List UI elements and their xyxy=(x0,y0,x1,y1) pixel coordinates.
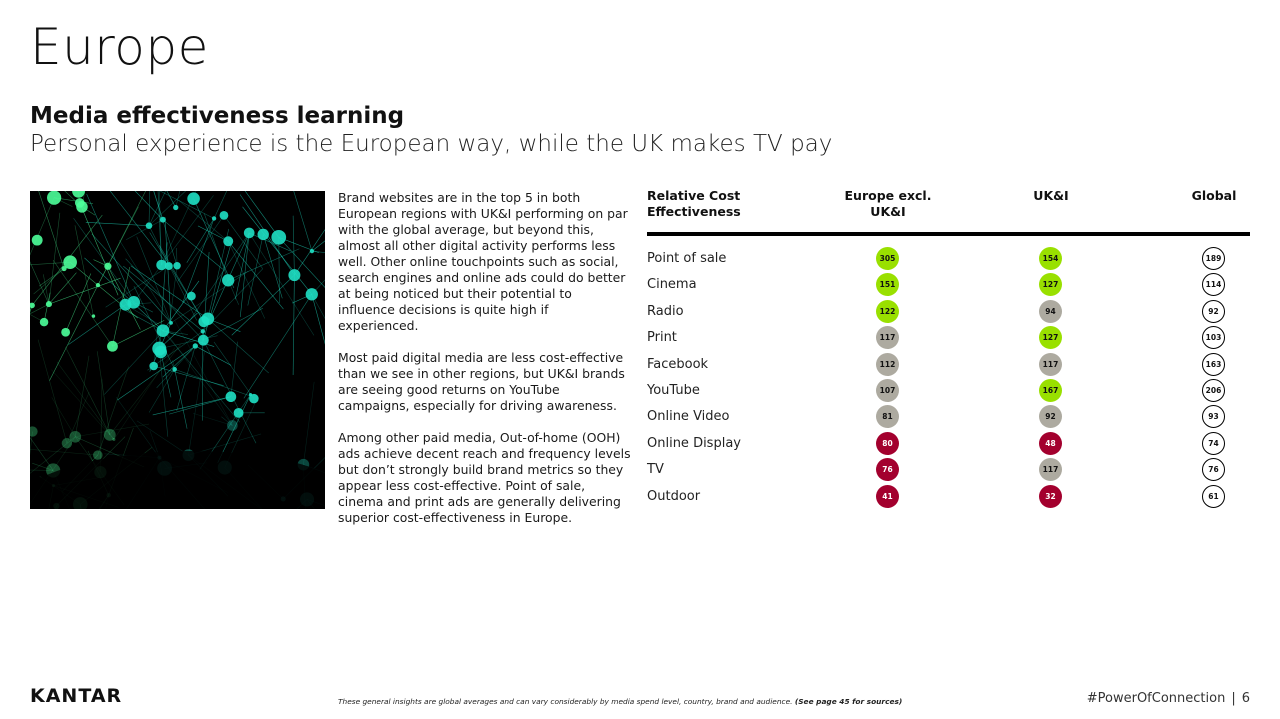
uk-value-dot: 154 xyxy=(1039,247,1062,270)
header-uk: UK&I xyxy=(1033,188,1069,203)
kantar-logo: KANTAR xyxy=(30,685,123,707)
global-value-dot: 114 xyxy=(1202,273,1225,296)
table-row xyxy=(647,431,1250,457)
footer-note-text: These general insights are global averages and can vary considerably by media spend level, country, brand and audience. xyxy=(338,697,793,706)
global-value-dot: 61 xyxy=(1202,485,1225,508)
row-label: TV xyxy=(647,462,664,478)
global-value-dot: 92 xyxy=(1202,300,1225,323)
europe-value-dot: 305 xyxy=(876,247,899,270)
uk-value-dot: 48 xyxy=(1039,432,1062,455)
europe-value-dot: 112 xyxy=(876,353,899,376)
table-row xyxy=(647,457,1250,483)
europe-value-dot: 80 xyxy=(876,432,899,455)
uk-value-dot: 127 xyxy=(1039,273,1062,296)
table-row xyxy=(647,404,1250,430)
europe-value-dot: 81 xyxy=(876,405,899,428)
table-header xyxy=(647,188,1250,236)
europe-value-dot: 107 xyxy=(876,379,899,402)
global-value-dot: 74 xyxy=(1202,432,1225,455)
footer-separator: | xyxy=(1231,691,1236,706)
footer-note xyxy=(338,697,902,706)
body-paragraph: Among other paid media, Out-of-home (OOH) ads achieve decent reach and frequency levels but don’t strongly build brand metrics so they appear less cost-effective. Point of sale, cinema and print ads are generally delivering superior cost-effectiveness in Europe. xyxy=(338,430,631,525)
row-label: Online Video xyxy=(647,409,730,425)
footer-note-source: (See page 45 for sources) xyxy=(794,697,903,706)
row-label: Radio xyxy=(647,303,684,319)
uk-value-dot: 32 xyxy=(1039,485,1062,508)
table-row xyxy=(647,299,1250,325)
global-value-dot: 93 xyxy=(1202,405,1225,428)
header-global: Global xyxy=(1191,188,1237,203)
global-value-dot: 76 xyxy=(1202,458,1225,481)
row-label: Outdoor xyxy=(647,488,701,504)
table-row xyxy=(647,378,1250,404)
header-europe: Europe excl. UK&I xyxy=(844,188,932,219)
row-label: Print xyxy=(647,330,677,346)
table-row xyxy=(647,272,1250,298)
region-title: Europe xyxy=(30,18,209,76)
europe-value-dot: 76 xyxy=(876,458,899,481)
uk-value-dot: 92 xyxy=(1039,405,1062,428)
header-label: Relative Cost Effectiveness xyxy=(647,188,741,219)
uk-value-dot: 117 xyxy=(1039,353,1062,376)
cost-effectiveness-table xyxy=(647,188,1250,510)
uk-value-dot: 127 xyxy=(1039,326,1062,349)
section-heading: Media effectiveness learning xyxy=(30,103,405,129)
table-row xyxy=(647,484,1250,510)
global-value-dot: 189 xyxy=(1202,247,1225,270)
page-number: 6 xyxy=(1241,691,1250,706)
hero-network-graphic xyxy=(30,191,325,509)
uk-value-dot: 117 xyxy=(1039,458,1062,481)
uk-value-dot: 94 xyxy=(1039,300,1062,323)
row-label: Facebook xyxy=(647,356,709,372)
uk-value-dot: 167 xyxy=(1039,379,1062,402)
global-value-dot: 103 xyxy=(1202,326,1225,349)
table-body xyxy=(647,246,1250,510)
europe-value-dot: 117 xyxy=(876,326,899,349)
row-label: Point of sale xyxy=(647,251,727,266)
row-label: Cinema xyxy=(647,277,697,293)
body-paragraph: Most paid digital media are less cost-effective than we see in other regions, but UK&I brands are seeing good returns on YouTube campaigns, especially for driving awareness. xyxy=(338,350,625,413)
hero-image xyxy=(30,191,325,509)
europe-value-dot: 151 xyxy=(876,273,899,296)
table-row xyxy=(647,325,1250,351)
footer-hashtag: #PowerOfConnection xyxy=(1086,691,1226,706)
table-row xyxy=(647,246,1250,272)
table-row xyxy=(647,352,1250,378)
body-text xyxy=(338,190,632,542)
row-label: YouTube xyxy=(647,382,700,398)
global-value-dot: 206 xyxy=(1202,379,1225,402)
global-value-dot: 163 xyxy=(1202,353,1225,376)
section-subheading: Personal experience is the European way, while the UK makes TV pay xyxy=(30,131,833,157)
europe-value-dot: 41 xyxy=(876,485,899,508)
footer-right xyxy=(1087,691,1250,706)
body-paragraph: Brand websites are in the top 5 in both European regions with UK&I performing on par with the global average, but beyond this, almost all other digital activity performs less well. Other online touchpoints such as social, search engines and online ads could do better at being noticed but their potential to influence decisions is quite high if experienced. xyxy=(338,190,628,333)
europe-value-dot: 122 xyxy=(876,300,899,323)
row-label: Online Display xyxy=(647,435,741,451)
